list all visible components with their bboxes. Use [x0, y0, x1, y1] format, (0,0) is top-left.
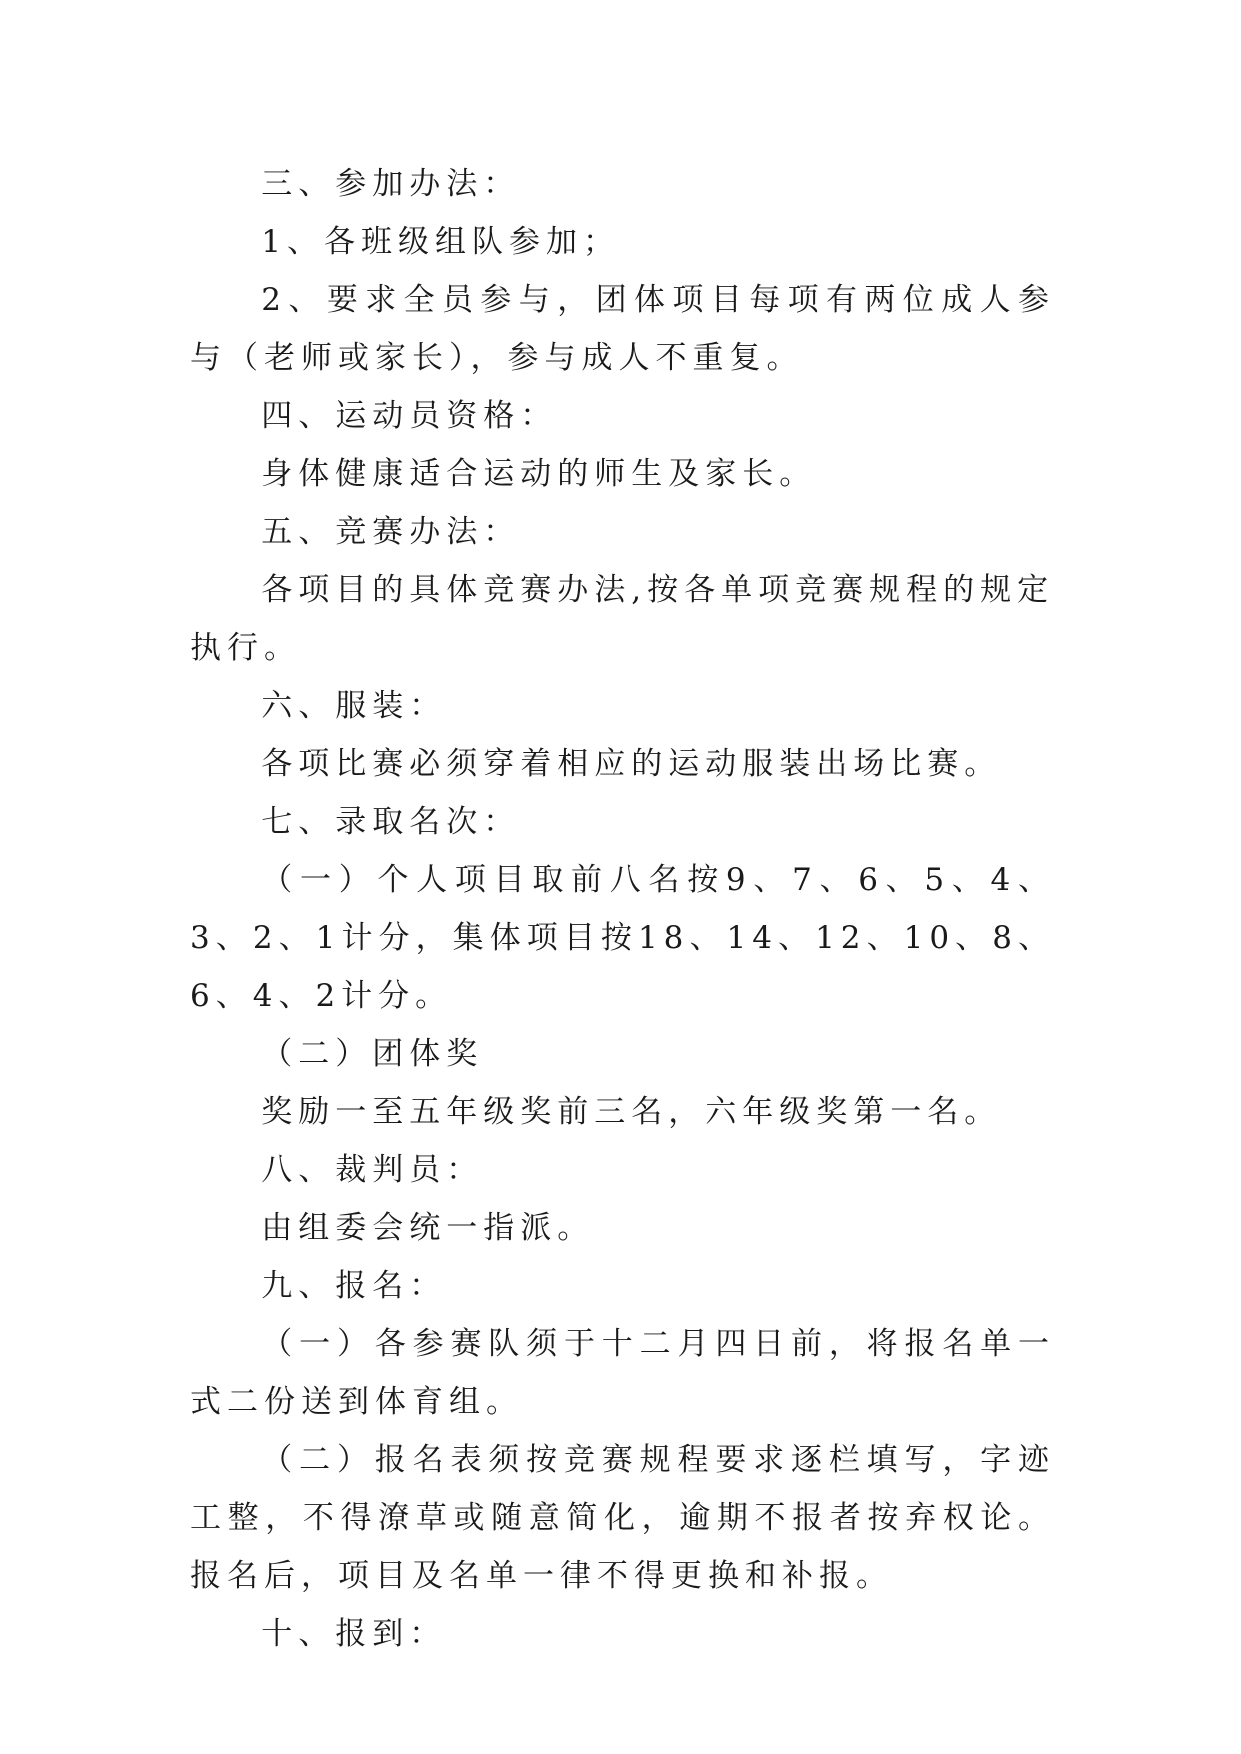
- section-heading-participation: 三、参加办法：: [261, 166, 521, 202]
- paragraph-item: 奖励一至五年级奖前三名，六年级奖第一名。: [261, 1094, 1002, 1130]
- section-heading-ranking: 七、录取名次：: [261, 804, 521, 840]
- paragraph-item: 各项比赛必须穿着相应的运动服装出场比赛。: [261, 746, 1002, 782]
- section-heading-attire: 六、服装：: [261, 688, 447, 724]
- paragraph-item: 由组委会统一指派。: [261, 1210, 595, 1246]
- paragraph-item: （一）个人项目取前八名按9、7、6、5、4、3、2、1计分，集体项目按18、14、12、10、8、6、4、2计分。: [190, 862, 1055, 1014]
- paragraph-item: （一）各参赛队须于十二月四日前，将报名单一式二份送到体育组。: [190, 1326, 1055, 1420]
- paragraph-item: 各项目的具体竞赛办法,按各单项竞赛规程的规定执行。: [190, 572, 1055, 666]
- paragraph-item: 2、要求全员参与，团体项目每项有两位成人参与（老师或家长），参与成人不重复。: [190, 282, 1055, 376]
- section-heading-competition: 五、竞赛办法：: [261, 514, 521, 550]
- paragraph-item: （二）团体奖: [261, 1036, 484, 1072]
- paragraph-item: （二）报名表须按竞赛规程要求逐栏填写，字迹工整，不得潦草或随意简化，逾期不报者按弃权论。报名后，项目及名单一律不得更换和补报。: [190, 1442, 1055, 1594]
- section-heading-referees: 八、裁判员：: [261, 1152, 484, 1188]
- section-heading-check-in: 十、报到：: [261, 1616, 447, 1652]
- section-heading-registration: 九、报名：: [261, 1268, 447, 1304]
- document-body: [190, 155, 1055, 1663]
- paragraph-item: 身体健康适合运动的师生及家长。: [261, 456, 817, 492]
- section-heading-eligibility: 四、运动员资格：: [261, 398, 558, 434]
- paragraph-item: 1、各班级组队参加；: [261, 224, 621, 260]
